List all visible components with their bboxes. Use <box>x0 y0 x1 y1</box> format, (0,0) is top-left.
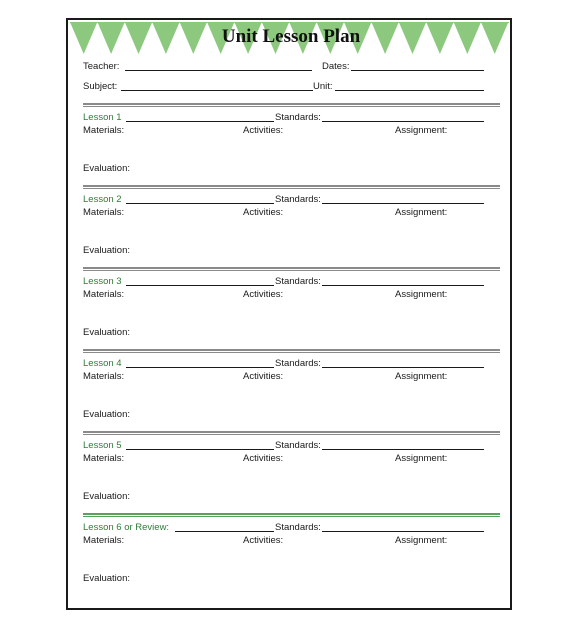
standards-field[interactable] <box>322 203 484 204</box>
section-divider <box>83 349 500 353</box>
assignment-label: Assignment: <box>395 207 448 218</box>
standards-label: Standards: <box>275 276 321 287</box>
activities-label: Activities: <box>243 289 284 300</box>
evaluation-label: Evaluation: <box>83 573 131 584</box>
standards-label: Standards: <box>275 194 321 205</box>
activities-label: Activities: <box>243 453 284 464</box>
lesson-title-field[interactable] <box>175 531 274 532</box>
materials-label: Materials: <box>83 535 125 546</box>
standards-field[interactable] <box>322 285 484 286</box>
section-divider <box>83 513 500 517</box>
activities-label: Activities: <box>243 125 284 136</box>
materials-label: Materials: <box>83 453 125 464</box>
materials-label: Materials: <box>83 371 125 382</box>
evaluation-label: Evaluation: <box>83 491 131 502</box>
section-divider <box>83 103 500 107</box>
lesson-label: Lesson 1 <box>83 112 122 123</box>
lesson-label: Lesson 6 or Review: <box>83 522 170 533</box>
lesson-title-field[interactable] <box>126 121 274 122</box>
section-divider <box>83 431 500 435</box>
lesson-title-field[interactable] <box>126 203 274 204</box>
assignment-label: Assignment: <box>395 535 448 546</box>
activities-label: Activities: <box>243 371 284 382</box>
page-title: Unit Lesson Plan <box>221 26 361 47</box>
evaluation-label: Evaluation: <box>83 409 131 420</box>
lesson-label: Lesson 3 <box>83 276 122 287</box>
section-divider <box>83 267 500 271</box>
lesson-plan-page <box>66 18 512 610</box>
subject-label: Subject: <box>83 81 118 92</box>
teacher-label: Teacher: <box>83 61 120 72</box>
assignment-label: Assignment: <box>395 125 448 136</box>
unit-label: Unit: <box>313 81 333 92</box>
standards-field[interactable] <box>322 121 484 122</box>
evaluation-label: Evaluation: <box>83 245 131 256</box>
standards-label: Standards: <box>275 112 321 123</box>
standards-label: Standards: <box>275 522 321 533</box>
evaluation-label: Evaluation: <box>83 163 131 174</box>
teacher-field[interactable] <box>125 70 312 71</box>
materials-label: Materials: <box>83 125 125 136</box>
standards-field[interactable] <box>322 531 484 532</box>
standards-field[interactable] <box>322 367 484 368</box>
standards-label: Standards: <box>275 440 321 451</box>
activities-label: Activities: <box>243 207 284 218</box>
lesson-title-field[interactable] <box>126 285 274 286</box>
assignment-label: Assignment: <box>395 453 448 464</box>
lesson-label: Lesson 2 <box>83 194 122 205</box>
standards-label: Standards: <box>275 358 321 369</box>
materials-label: Materials: <box>83 289 125 300</box>
unit-field[interactable] <box>335 90 484 91</box>
subject-field[interactable] <box>121 90 313 91</box>
materials-label: Materials: <box>83 207 125 218</box>
lesson-title-field[interactable] <box>126 367 274 368</box>
dates-label: Dates: <box>322 61 350 72</box>
dates-field[interactable] <box>351 70 484 71</box>
section-divider <box>83 185 500 189</box>
assignment-label: Assignment: <box>395 371 448 382</box>
lesson-label: Lesson 4 <box>83 358 122 369</box>
activities-label: Activities: <box>243 535 284 546</box>
evaluation-label: Evaluation: <box>83 327 131 338</box>
standards-field[interactable] <box>322 449 484 450</box>
assignment-label: Assignment: <box>395 289 448 300</box>
lesson-title-field[interactable] <box>126 449 274 450</box>
lesson-label: Lesson 5 <box>83 440 122 451</box>
